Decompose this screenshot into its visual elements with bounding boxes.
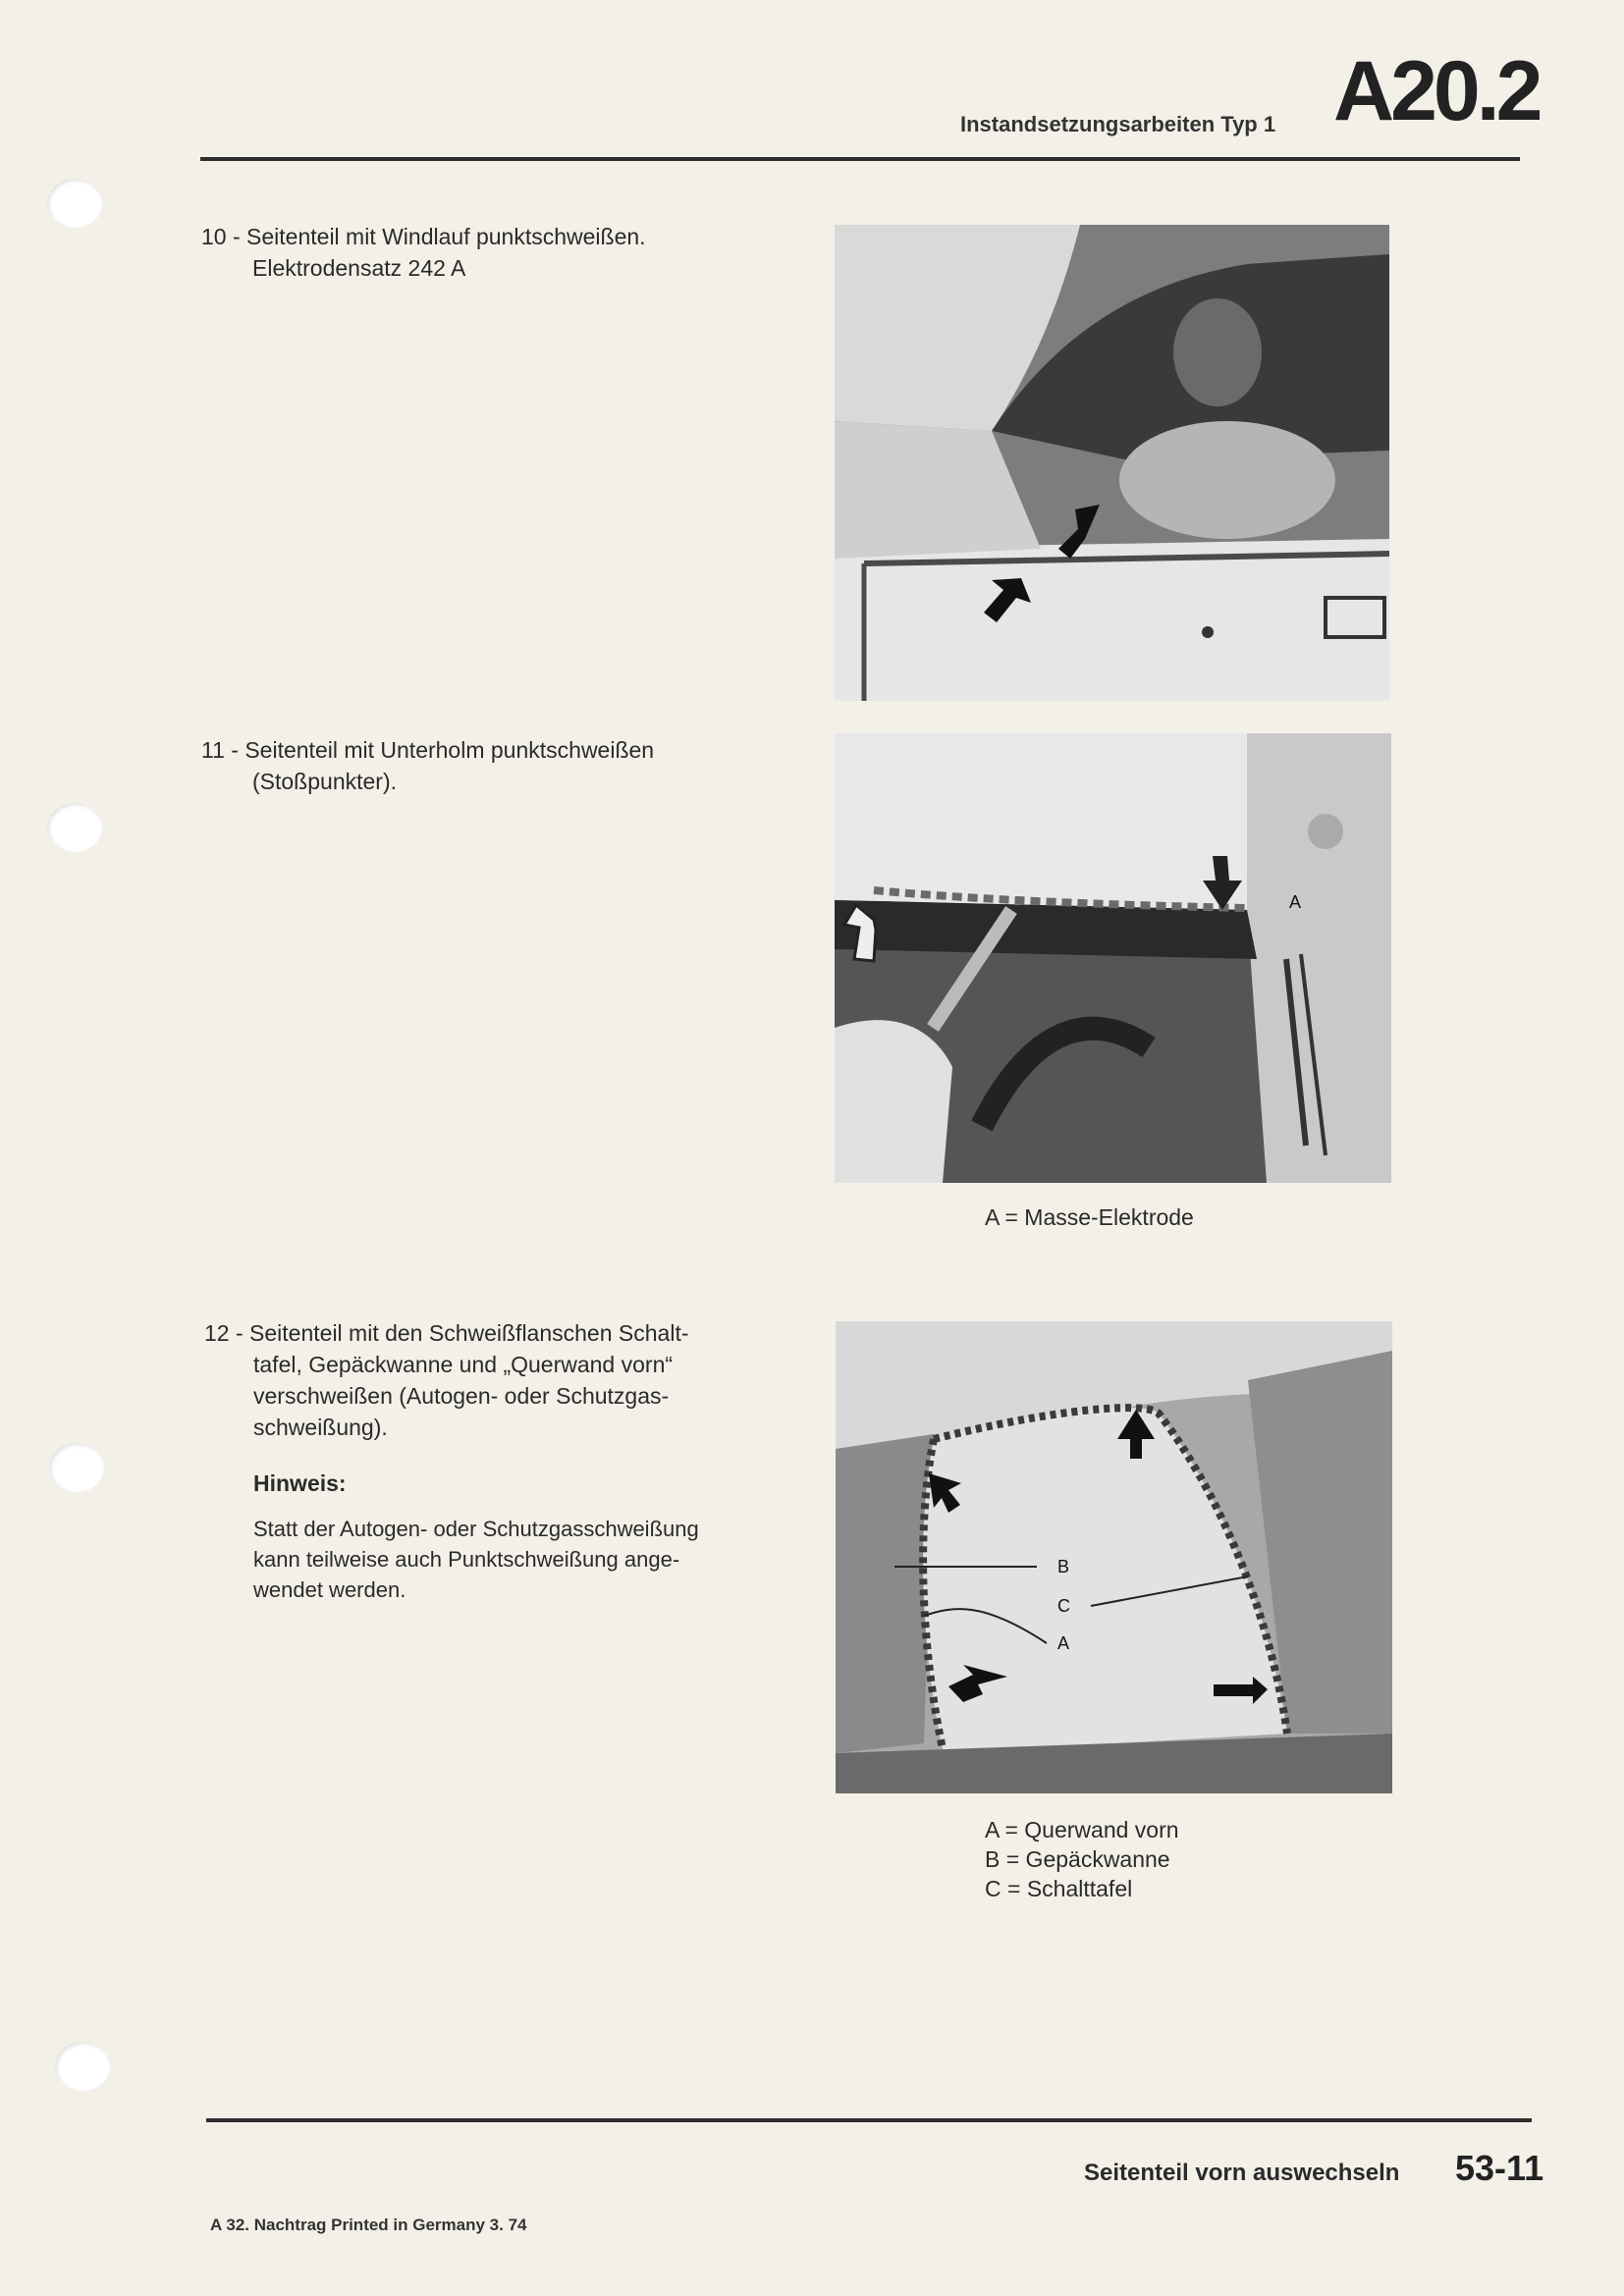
step-number: 12 (204, 1320, 230, 1346)
step-number: 11 (201, 737, 225, 763)
caption-masse-elektrode: A = Masse-Elektrode (985, 1204, 1194, 1230)
legend-item-c: C = Schalttafel (985, 1876, 1133, 1901)
note-text (253, 1514, 803, 1605)
footer-title: Seitenteil vorn auswechseln (1084, 2160, 1400, 2186)
header-rule (200, 157, 1520, 161)
step-line: tafel, Gepäckwanne und „Querwand vorn“ (253, 1352, 674, 1377)
note-line: wendet werden. (253, 1577, 406, 1602)
step-line: verschweißen (Autogen- oder Schutzgas- (253, 1383, 670, 1409)
step-10-text: 10 - Seitenteil mit Windlauf punktschweißen. Elektrodensatz 242 A (201, 221, 790, 284)
step-line: Seitenteil mit Unterholm punktschweißen (244, 737, 655, 763)
note-line: kann teilweise auch Punktschweißung ange- (253, 1547, 680, 1572)
photo-windlauf (835, 225, 1389, 701)
footer-rule (206, 2118, 1532, 2122)
section-title: Instandsetzungsarbeiten Typ 1 (960, 112, 1276, 136)
photo-label-a: A (1057, 1633, 1070, 1653)
photo-label-b: B (1057, 1557, 1070, 1576)
legend-item-b: B = Gepäckwanne (985, 1846, 1170, 1872)
footer-imprint: A 32. Nachtrag Printed in Germany 3. 74 (210, 2216, 527, 2234)
punch-hole (47, 803, 102, 852)
step-number: 10 (201, 224, 227, 249)
note-heading: Hinweis: (253, 1470, 347, 1496)
punch-hole (55, 2042, 110, 2091)
punch-hole (47, 179, 102, 228)
photo-label-c: C (1057, 1596, 1070, 1616)
photo-schweissflansche (836, 1321, 1392, 1793)
punch-hole (49, 1443, 104, 1492)
step-line: (Stoßpunkter). (252, 769, 397, 794)
section-code: A20.2 (1333, 44, 1540, 138)
photo-label-a: A (1289, 892, 1302, 912)
legend-item-a: A = Querwand vorn (985, 1817, 1179, 1842)
photo-unterholm (835, 733, 1391, 1183)
page-number: 53-11 (1455, 2148, 1544, 2188)
note-line: Statt der Autogen- oder Schutzgasschweißung (253, 1517, 699, 1541)
legend (985, 1815, 1179, 1903)
step-11-text: 11 - Seitenteil mit Unterholm punktschweißen (Stoßpunkter). (201, 734, 790, 797)
step-line: schweißung). (253, 1415, 388, 1440)
step-line: Elektrodensatz 242 A (252, 255, 466, 281)
step-12-text: 12 - Seitenteil mit den Schweißflanschen Schalt- tafel, Gepäckwanne und „Querwand vorn“ verschweißen (Autogen- oder Schutzgas- schweißung). (204, 1317, 793, 1443)
step-line: Seitenteil mit Windlauf punktschweißen. (246, 224, 646, 249)
step-line: Seitenteil mit den Schweißflanschen Schalt- (249, 1320, 689, 1346)
